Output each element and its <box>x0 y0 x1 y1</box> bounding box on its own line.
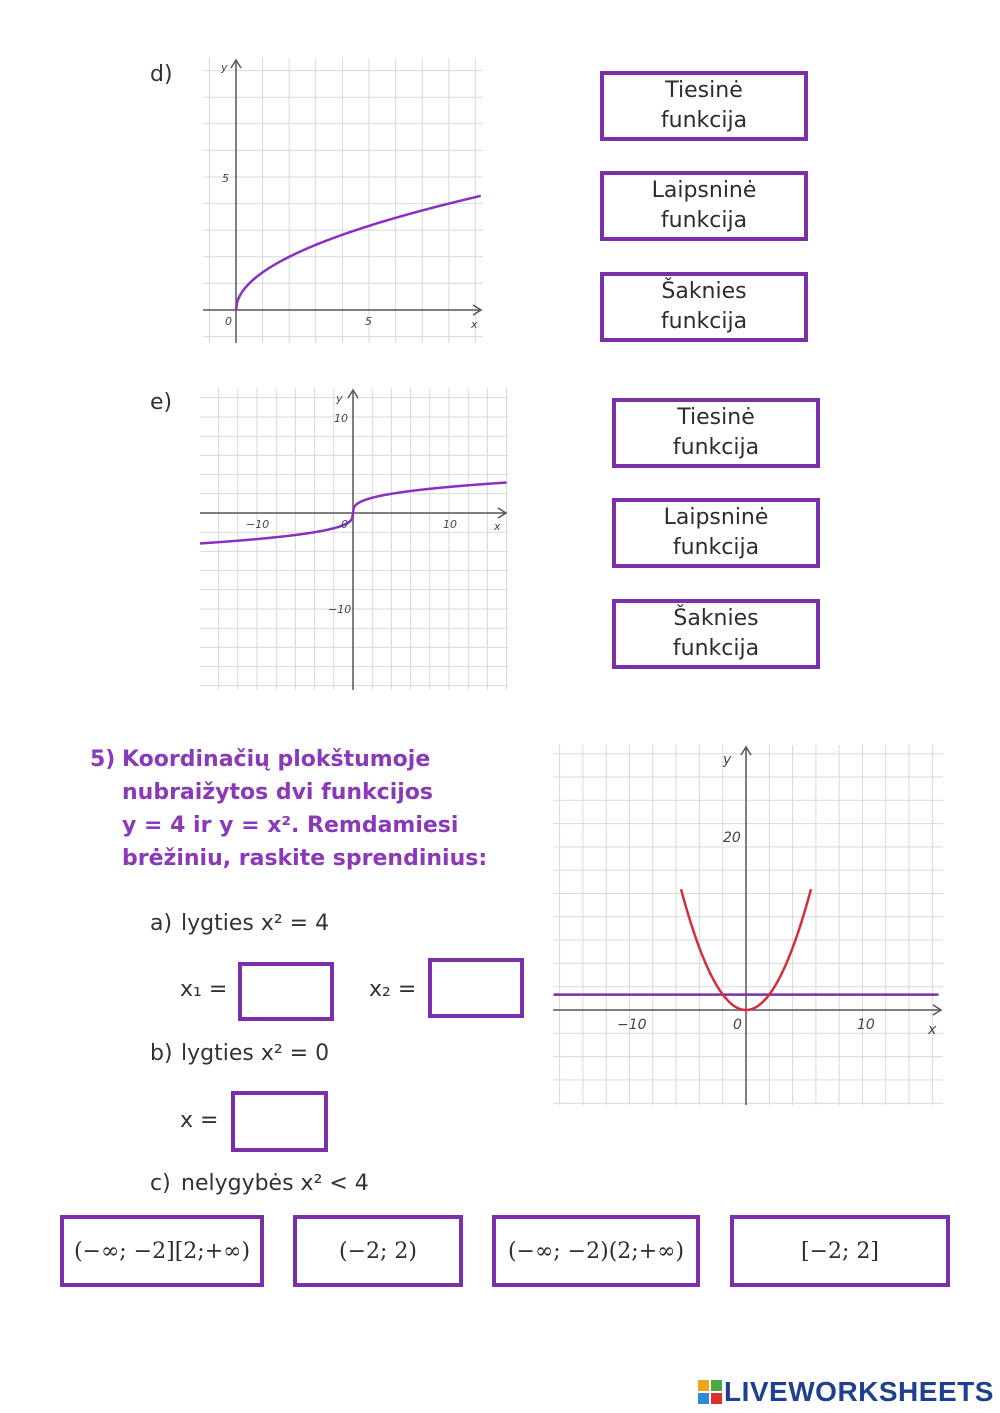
x2-label: x₂ = <box>369 977 417 1002</box>
chart-5-x-right: 10 <box>857 1017 875 1033</box>
task5-line: y = 4 ir y = x². Remdamiesi <box>122 813 459 838</box>
item-d-option-root[interactable] <box>600 272 808 342</box>
option-text: funkcija <box>660 208 748 233</box>
option-text: funkcija <box>660 108 748 133</box>
part-a-text: lygties x² = 4 <box>181 911 330 936</box>
chart-e-y-bottom: −10 <box>328 603 352 616</box>
chart-5-y-label: y <box>723 752 732 768</box>
item-d-letter: d) <box>150 62 173 87</box>
option-text: Laipsninė <box>663 505 769 530</box>
x-answer-input[interactable] <box>231 1091 328 1152</box>
task5-line: Koordinačių plokštumoje <box>122 747 431 772</box>
chart-5-grid <box>553 745 943 1105</box>
interval-option-4[interactable]: [−2; 2] <box>730 1215 950 1287</box>
interval-option-3[interactable]: (−∞; −2)(2;+∞) <box>492 1215 700 1287</box>
option-text: Tiesinė <box>677 405 755 430</box>
liveworksheets-brand: LIVEWORKSHEETS <box>724 1376 994 1407</box>
chart-d <box>203 58 483 343</box>
part-b-label: b) <box>150 1041 173 1066</box>
option-text: Šaknies <box>661 279 747 304</box>
chart-d-origin: 0 <box>225 315 232 328</box>
chart-e-y-top: 10 <box>334 412 348 425</box>
x-label: x = <box>180 1108 219 1133</box>
liveworksheets-logo-icon <box>698 1380 722 1404</box>
option-text: funkcija <box>672 535 760 560</box>
part-b-text: lygties x² = 0 <box>181 1041 330 1066</box>
chart-5 <box>553 745 943 1105</box>
task5-statement <box>122 743 487 875</box>
task5-line: nubraižytos dvi funkcijos <box>122 780 433 805</box>
chart-e-y-label: y <box>336 392 343 405</box>
option-text: funkcija <box>672 636 760 661</box>
chart-e-x-left: −10 <box>246 518 270 531</box>
item-d-option-linear[interactable] <box>600 71 808 141</box>
chart-d-grid <box>203 58 483 343</box>
option-text: Šaknies <box>673 606 759 631</box>
item-d-option-power[interactable] <box>600 171 808 241</box>
chart-5-origin: 0 <box>733 1017 742 1033</box>
item-e-letter: e) <box>150 390 173 415</box>
interval-option-1[interactable]: (−∞; −2][2;+∞) <box>60 1215 264 1287</box>
option-text: Laipsninė <box>651 178 757 203</box>
option-text: Tiesinė <box>665 78 743 103</box>
part-c-label: c) <box>150 1171 171 1196</box>
chart-e <box>200 388 508 690</box>
item-e-option-linear[interactable] <box>612 398 820 468</box>
chart-5-x-left: −10 <box>617 1017 647 1033</box>
chart-5-x-label: x <box>928 1022 937 1038</box>
x1-label: x₁ = <box>180 977 228 1002</box>
chart-e-x-right: 10 <box>443 518 457 531</box>
chart-e-origin: 0 <box>341 518 348 531</box>
option-text: funkcija <box>672 435 760 460</box>
chart-d-y-label: y <box>221 61 228 74</box>
task5-line: brėžiniu, raskite sprendinius: <box>122 846 488 871</box>
chart-d-curve <box>236 196 481 310</box>
chart-d-x-tick: 5 <box>365 315 372 328</box>
x1-answer-input[interactable] <box>238 962 334 1021</box>
part-c-text: nelygybės x² < 4 <box>181 1171 369 1196</box>
task5-number: 5) <box>90 747 116 772</box>
interval-option-2[interactable]: (−2; 2) <box>293 1215 463 1287</box>
chart-e-x-label: x <box>494 520 501 533</box>
chart-5-y-tick: 20 <box>723 830 741 846</box>
item-e-option-root[interactable] <box>612 599 820 669</box>
x2-answer-input[interactable] <box>428 958 524 1018</box>
chart-d-x-label: x <box>471 318 478 331</box>
option-text: funkcija <box>660 309 748 334</box>
chart-d-y-tick: 5 <box>222 172 229 185</box>
part-a-label: a) <box>150 911 173 936</box>
item-e-option-power[interactable] <box>612 498 820 568</box>
